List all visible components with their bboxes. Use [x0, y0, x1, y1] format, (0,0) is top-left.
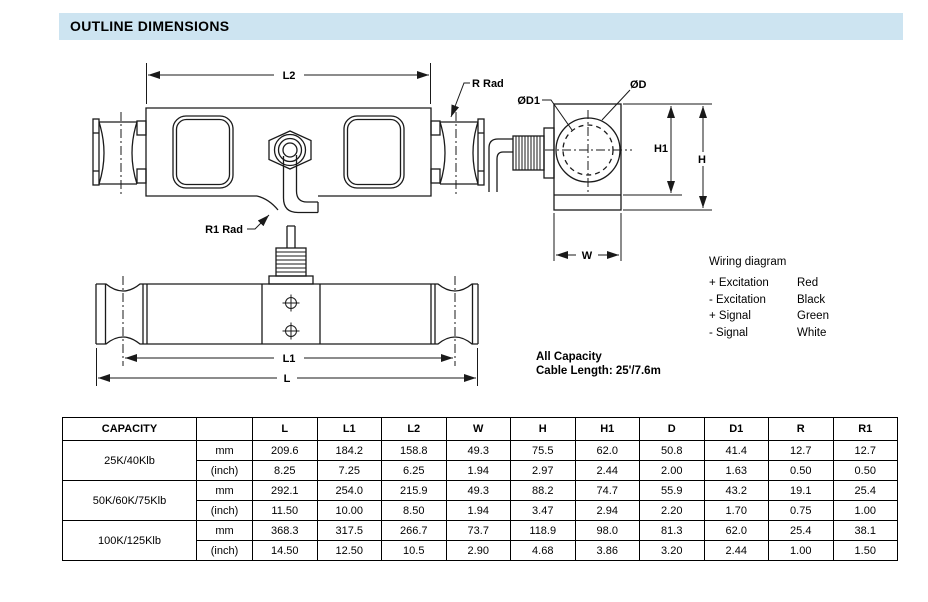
wiring-row — [709, 325, 869, 342]
value-cell: 49.3 — [446, 441, 511, 461]
page-title: OUTLINE DIMENSIONS — [70, 18, 230, 34]
hex-gland — [269, 131, 311, 169]
value-cell: 25.4 — [769, 521, 834, 541]
side-view — [93, 63, 484, 229]
cable-note — [536, 351, 661, 378]
value-cell: 14.50 — [253, 541, 318, 561]
wiring-signal-label: - Signal — [709, 326, 748, 339]
value-cell: 292.1 — [253, 481, 318, 501]
value-cell: 2.90 — [446, 541, 511, 561]
dimension-label-h: H — [698, 154, 706, 166]
value-cell: 88.2 — [511, 481, 576, 501]
value-cell: 2.00 — [640, 461, 705, 481]
value-cell: 158.8 — [382, 441, 447, 461]
value-cell: 38.1 — [833, 521, 898, 541]
column-header: R1 — [833, 418, 898, 441]
column-header: H — [511, 418, 576, 441]
dimension-label-od1: ØD1 — [517, 95, 540, 107]
value-cell: 74.7 — [575, 481, 640, 501]
column-header: D — [640, 418, 705, 441]
connector-nut — [544, 128, 554, 178]
value-cell: 1.70 — [704, 501, 769, 521]
unit-cell: mm — [197, 521, 253, 541]
value-cell: 73.7 — [446, 521, 511, 541]
wiring-signal-label: + Excitation — [709, 277, 769, 289]
value-cell: 3.20 — [640, 541, 705, 561]
wiring-color-label: Green — [797, 310, 829, 322]
column-header: L2 — [382, 418, 447, 441]
dimension-label-l1: L1 — [282, 353, 296, 365]
wiring-signal-label: - Excitation — [709, 293, 766, 306]
value-cell: 317.5 — [317, 521, 382, 541]
target-marks — [283, 295, 300, 340]
wiring-color-label: Black — [797, 293, 826, 306]
value-cell: 6.25 — [382, 461, 447, 481]
column-header: H1 — [575, 418, 640, 441]
dimension-label-od: ØD — [630, 79, 647, 91]
wiring-color-label: Red — [797, 277, 819, 289]
cable-note-line2: Cable Length: 25'/7.6m — [536, 364, 661, 377]
dimension-label-h1: H1 — [653, 143, 668, 155]
value-cell: 10.5 — [382, 541, 447, 561]
value-cell: 215.9 — [382, 481, 447, 501]
unit-cell: (inch) — [197, 501, 253, 521]
value-cell: 41.4 — [704, 441, 769, 461]
value-cell: 7.25 — [317, 461, 382, 481]
unit-cell: (inch) — [197, 541, 253, 561]
value-cell: 266.7 — [382, 521, 447, 541]
value-cell: 25.4 — [833, 481, 898, 501]
dimension-label-w: W — [581, 250, 593, 262]
value-cell: 4.68 — [511, 541, 576, 561]
value-cell: 12.50 — [317, 541, 382, 561]
column-header: D1 — [704, 418, 769, 441]
cable — [489, 139, 513, 192]
wiring-row — [709, 308, 869, 325]
value-cell: 50.8 — [640, 441, 705, 461]
value-cell: 2.44 — [704, 541, 769, 561]
value-cell: 10.00 — [317, 501, 382, 521]
column-header: R — [769, 418, 834, 441]
unit-cell: mm — [197, 441, 253, 461]
value-cell: 43.2 — [704, 481, 769, 501]
wiring-title: Wiring diagram — [709, 256, 787, 268]
dimension-label-r1-rad: R1 Rad — [205, 224, 243, 236]
value-cell: 62.0 — [704, 521, 769, 541]
value-cell: 2.94 — [575, 501, 640, 521]
column-header-unit — [197, 418, 253, 441]
unit-cell: (inch) — [197, 461, 253, 481]
dimensions-table — [62, 417, 898, 561]
wiring-row — [709, 275, 869, 292]
dimension-label-l2: L2 — [282, 70, 296, 82]
value-cell: 0.75 — [769, 501, 834, 521]
dimension-label-l: L — [283, 373, 291, 385]
value-cell: 1.94 — [446, 461, 511, 481]
unit-cell: mm — [197, 481, 253, 501]
r-rad-leader — [451, 83, 470, 117]
table-row — [63, 481, 898, 501]
value-cell: 19.1 — [769, 481, 834, 501]
value-cell: 98.0 — [575, 521, 640, 541]
table-header-row — [63, 418, 898, 441]
value-cell: 1.63 — [704, 461, 769, 481]
value-cell: 254.0 — [317, 481, 382, 501]
value-cell: 81.3 — [640, 521, 705, 541]
value-cell: 62.0 — [575, 441, 640, 461]
capacity-cell: 100K/125Klb — [63, 521, 197, 561]
column-header: W — [446, 418, 511, 441]
wiring-color-label: White — [797, 326, 827, 339]
wiring-row — [709, 292, 869, 309]
table-row — [63, 441, 898, 461]
value-cell: 11.50 — [253, 501, 318, 521]
value-cell: 1.00 — [833, 501, 898, 521]
value-cell: 2.20 — [640, 501, 705, 521]
column-header: L1 — [317, 418, 382, 441]
od-leader — [602, 90, 630, 120]
capacity-cell: 25K/40Klb — [63, 441, 197, 481]
value-cell: 3.47 — [511, 501, 576, 521]
value-cell: 75.5 — [511, 441, 576, 461]
end-view — [489, 90, 712, 261]
value-cell: 1.94 — [446, 501, 511, 521]
table-row — [63, 521, 898, 541]
value-cell: 49.3 — [446, 481, 511, 501]
value-cell: 118.9 — [511, 521, 576, 541]
value-cell: 209.6 — [253, 441, 318, 461]
value-cell: 8.25 — [253, 461, 318, 481]
value-cell: 2.97 — [511, 461, 576, 481]
value-cell: 3.86 — [575, 541, 640, 561]
value-cell: 0.50 — [769, 461, 834, 481]
cable-note-line1: All Capacity — [536, 351, 602, 363]
value-cell: 184.2 — [317, 441, 382, 461]
value-cell: 12.7 — [769, 441, 834, 461]
connector-stem — [287, 226, 295, 248]
wiring-diagram — [709, 256, 869, 341]
value-cell: 12.7 — [833, 441, 898, 461]
wiring-signal-label: + Signal — [709, 310, 751, 322]
column-header: L — [253, 418, 318, 441]
capacity-cell: 50K/60K/75Klb — [63, 481, 197, 521]
value-cell: 0.50 — [833, 461, 898, 481]
dimension-label-r-rad: R Rad — [472, 78, 504, 90]
value-cell: 368.3 — [253, 521, 318, 541]
r1-fillet — [257, 196, 278, 210]
value-cell: 1.00 — [769, 541, 834, 561]
value-cell: 1.50 — [833, 541, 898, 561]
value-cell: 55.9 — [640, 481, 705, 501]
value-cell: 2.44 — [575, 461, 640, 481]
value-cell: 8.50 — [382, 501, 447, 521]
r1-rad-leader — [247, 215, 269, 229]
column-header-capacity: CAPACITY — [63, 418, 197, 441]
